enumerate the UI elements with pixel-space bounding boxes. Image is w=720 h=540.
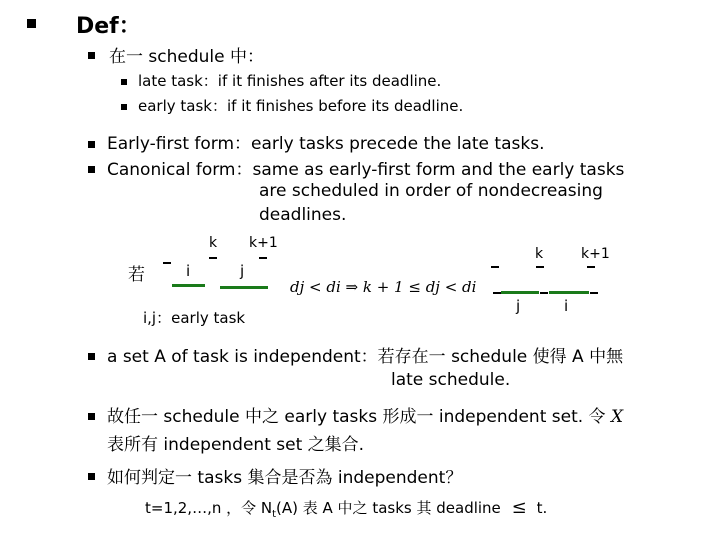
independent-definition-line2: late schedule. [391, 370, 511, 390]
slot-dash [493, 292, 501, 294]
canonical-form-definition-line3: deadlines. [259, 205, 347, 225]
slot-dash [259, 257, 267, 259]
independent-family-symbol: X [610, 407, 624, 427]
bullet-icon [88, 166, 95, 173]
early-task-definition: early task：if it finishes before its deadline. [138, 97, 464, 115]
slot-dash [536, 266, 544, 268]
diagram-caption: i,j：early task [143, 309, 246, 327]
task-i-label: i [186, 262, 191, 280]
task-i-bar [172, 284, 205, 287]
canonical-form-definition-line1: Canonical form：same as early-first form and the early tasks [107, 160, 625, 180]
slot-dash [491, 266, 499, 268]
slot-dash [540, 292, 548, 294]
bullet-icon [88, 141, 95, 148]
task-i-label: i [564, 297, 569, 315]
slot-dash [163, 262, 171, 264]
slot-k1-label: k+1 [581, 246, 610, 262]
nt-definition [145, 497, 547, 520]
judge-question: 如何判定一 tasks 集合是否為 independent？ [107, 468, 463, 488]
nt-end: t. [536, 499, 548, 517]
nt-prefix: t=1,2,…,n ，令 N [145, 499, 273, 517]
bullet-icon [88, 353, 95, 360]
bullet-icon [121, 79, 127, 85]
task-j-bar [501, 291, 539, 294]
early-set-text: 故任一 schedule 中之 early tasks 形成一 independent set. 令 [107, 407, 606, 427]
page-title: Def： [76, 14, 141, 39]
slot-dash [209, 257, 217, 259]
slot-dash [590, 292, 598, 294]
canonical-form-definition-line2: are scheduled in order of nondecreasing [259, 181, 603, 201]
late-task-definition: late task：if it finishes after its deadline. [138, 72, 442, 90]
task-j-label: j [516, 297, 521, 315]
bullet-icon [121, 104, 127, 110]
slot-dash [587, 266, 595, 268]
bullet-icon [27, 19, 36, 28]
schedule-intro: 在一 schedule 中： [109, 47, 264, 67]
nt-subscript: t [272, 509, 277, 520]
deadline-formula: dj < di ⇒ k + 1 ≤ dj < di [290, 278, 477, 296]
early-set-line2: 表所有 independent set 之集合. [107, 435, 365, 455]
nt-suffix: (A) 表 A 中之 tasks 其 deadline [276, 499, 501, 517]
early-set-line1 [107, 402, 623, 427]
bullet-icon [88, 473, 95, 480]
slot-k-label: k [209, 235, 218, 251]
early-first-form-definition: Early-first form：early tasks precede the late tasks. [107, 134, 545, 154]
independent-definition-line1: a set A of task is independent：若存在一 schedule 使得 A 中無 [107, 347, 624, 367]
if-char: 若 [128, 265, 145, 285]
bullet-icon [88, 413, 95, 420]
task-j-label: j [240, 262, 245, 280]
slot-k-label: k [535, 246, 544, 262]
task-i-bar [549, 291, 589, 294]
bullet-icon [88, 52, 95, 59]
slot-k1-label: k+1 [249, 235, 278, 251]
leq-symbol: ≤ [511, 497, 527, 518]
task-j-bar [220, 286, 268, 289]
